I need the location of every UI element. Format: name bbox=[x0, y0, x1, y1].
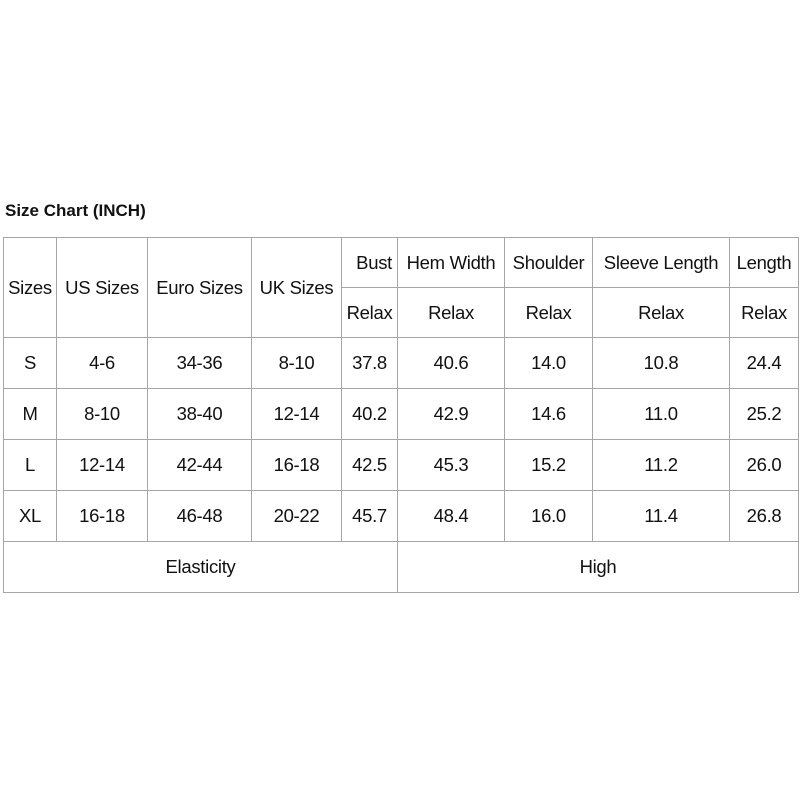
table-row bbox=[4, 440, 799, 491]
cell-size: L bbox=[4, 440, 57, 491]
header-euro-sizes: Euro Sizes bbox=[148, 238, 252, 338]
header-length: Length bbox=[730, 238, 799, 288]
header-bust: Bust bbox=[342, 238, 398, 288]
subheader-sleeve-length-relax: Relax bbox=[593, 288, 730, 338]
cell-sleeve-length: 11.2 bbox=[593, 440, 730, 491]
size-chart-table bbox=[3, 237, 799, 593]
cell-shoulder: 14.0 bbox=[505, 338, 593, 389]
cell-shoulder: 14.6 bbox=[505, 389, 593, 440]
subheader-bust-relax: Relax bbox=[342, 288, 398, 338]
cell-sleeve-length: 10.8 bbox=[593, 338, 730, 389]
cell-shoulder: 16.0 bbox=[505, 491, 593, 542]
cell-shoulder: 15.2 bbox=[505, 440, 593, 491]
cell-uk-size: 20-22 bbox=[252, 491, 342, 542]
cell-us-size: 16-18 bbox=[57, 491, 148, 542]
cell-length: 26.0 bbox=[730, 440, 799, 491]
cell-hem-width: 45.3 bbox=[398, 440, 505, 491]
cell-bust: 45.7 bbox=[342, 491, 398, 542]
elasticity-value: High bbox=[398, 542, 799, 593]
cell-euro-size: 34-36 bbox=[148, 338, 252, 389]
cell-bust: 40.2 bbox=[342, 389, 398, 440]
header-uk-sizes: UK Sizes bbox=[252, 238, 342, 338]
header-hem-width: Hem Width bbox=[398, 238, 505, 288]
header-us-sizes: US Sizes bbox=[57, 238, 148, 338]
header-shoulder: Shoulder bbox=[505, 238, 593, 288]
cell-euro-size: 46-48 bbox=[148, 491, 252, 542]
cell-hem-width: 40.6 bbox=[398, 338, 505, 389]
cell-bust: 42.5 bbox=[342, 440, 398, 491]
header-sleeve-length: Sleeve Length bbox=[593, 238, 730, 288]
cell-uk-size: 8-10 bbox=[252, 338, 342, 389]
cell-uk-size: 16-18 bbox=[252, 440, 342, 491]
cell-uk-size: 12-14 bbox=[252, 389, 342, 440]
cell-hem-width: 42.9 bbox=[398, 389, 505, 440]
cell-sleeve-length: 11.4 bbox=[593, 491, 730, 542]
table-row bbox=[4, 389, 799, 440]
elasticity-row bbox=[4, 542, 799, 593]
subheader-hem-width-relax: Relax bbox=[398, 288, 505, 338]
cell-sleeve-length: 11.0 bbox=[593, 389, 730, 440]
cell-size: S bbox=[4, 338, 57, 389]
cell-length: 24.4 bbox=[730, 338, 799, 389]
cell-euro-size: 38-40 bbox=[148, 389, 252, 440]
subheader-shoulder-relax: Relax bbox=[505, 288, 593, 338]
cell-us-size: 4-6 bbox=[57, 338, 148, 389]
cell-bust: 37.8 bbox=[342, 338, 398, 389]
size-chart-title: Size Chart (INCH) bbox=[5, 201, 146, 220]
cell-us-size: 12-14 bbox=[57, 440, 148, 491]
cell-length: 25.2 bbox=[730, 389, 799, 440]
header-row-top bbox=[4, 238, 799, 288]
cell-size: XL bbox=[4, 491, 57, 542]
subheader-length-relax: Relax bbox=[730, 288, 799, 338]
elasticity-label: Elasticity bbox=[4, 542, 398, 593]
header-sizes: Sizes bbox=[4, 238, 57, 338]
cell-length: 26.8 bbox=[730, 491, 799, 542]
table-row bbox=[4, 338, 799, 389]
cell-euro-size: 42-44 bbox=[148, 440, 252, 491]
table-row bbox=[4, 491, 799, 542]
cell-size: M bbox=[4, 389, 57, 440]
cell-us-size: 8-10 bbox=[57, 389, 148, 440]
cell-hem-width: 48.4 bbox=[398, 491, 505, 542]
